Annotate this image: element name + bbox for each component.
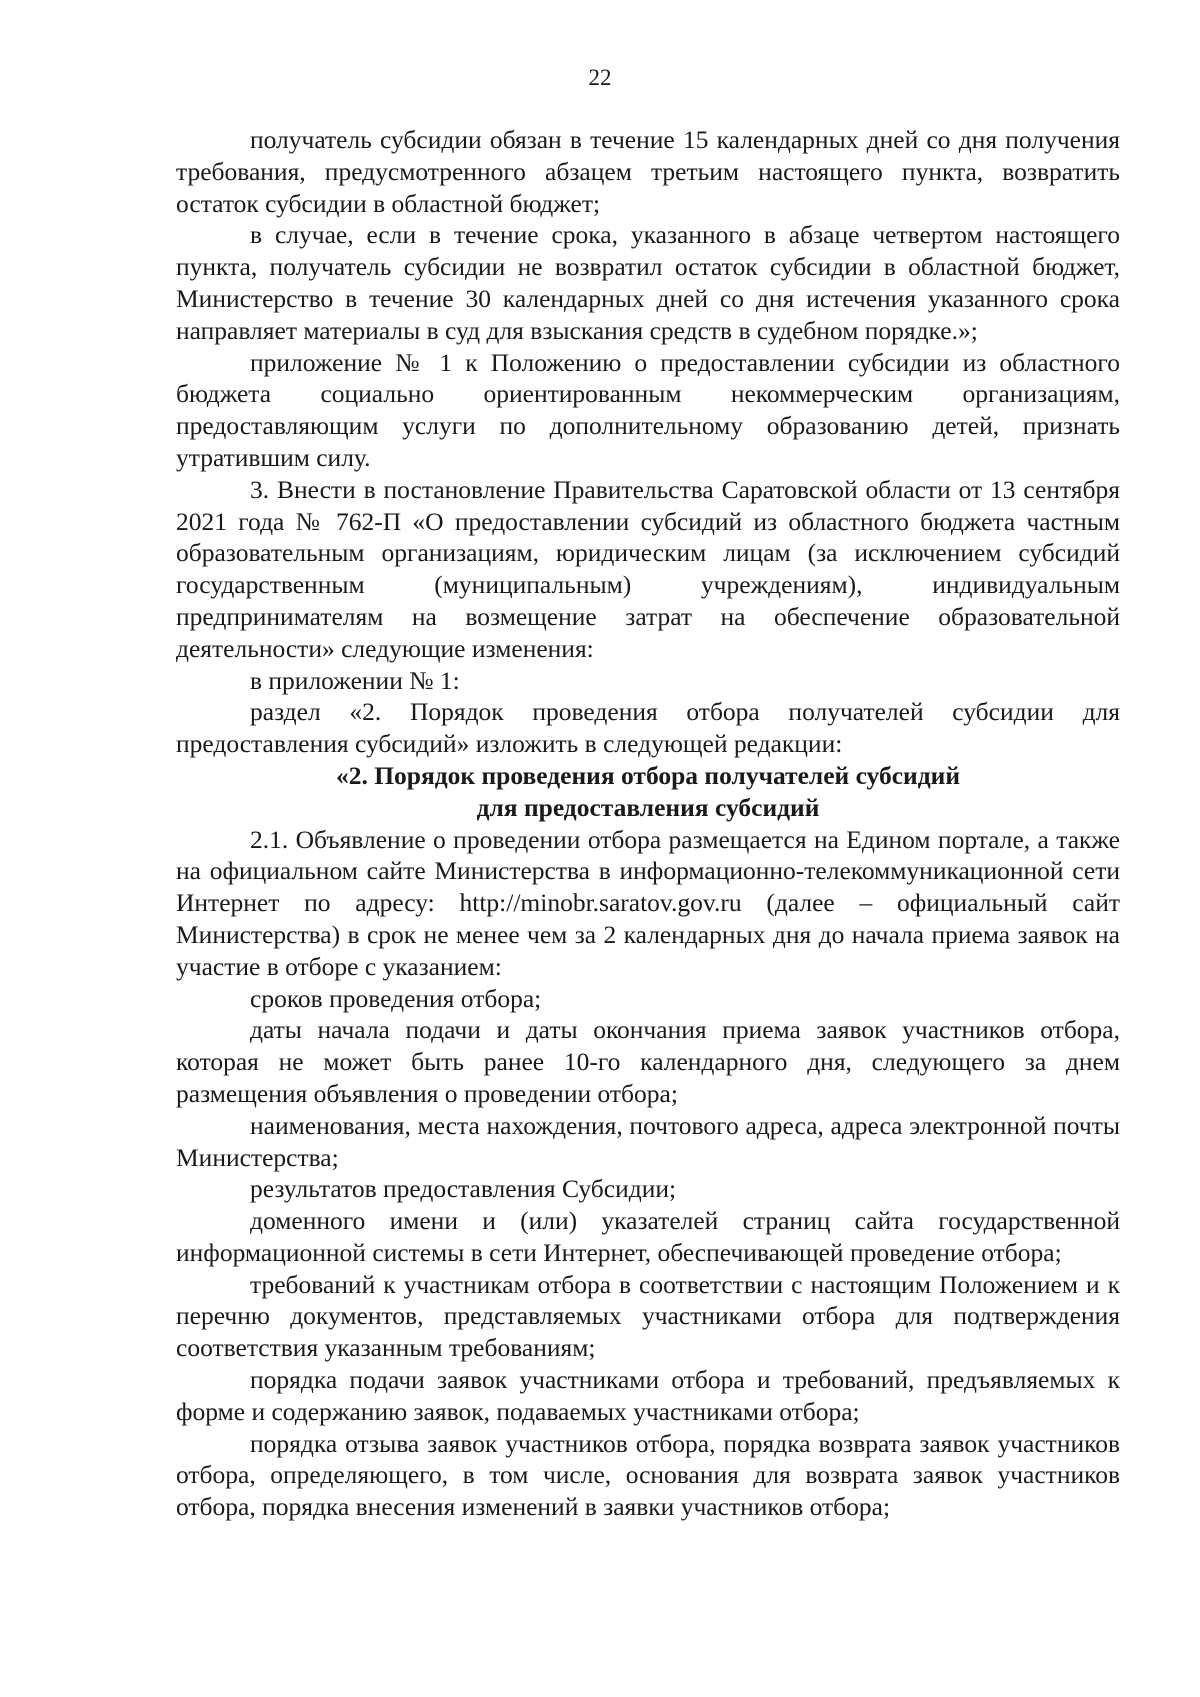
- paragraph: даты начала подачи и даты окончания приема заявок участников отбора, которая не может быть ранее 10-го календарного дня, следующего за днем размещения объявления о проведении отбора;: [176, 1015, 1120, 1108]
- paragraph: требований к участникам отбора в соответствии с настоящим Положением и к перечню документов, представляемых участниками отбора для подтверждения соответствия указанным требованиям;: [176, 1269, 1120, 1363]
- section-heading-line: «2. Порядок проведения отбора получателей субсидий: [335, 760, 961, 790]
- paragraph: раздел «2. Порядок проведения отбора получателей субсидии для предоставления субсидий» изложить в следующей редакции:: [176, 697, 1120, 759]
- paragraph: 2.1. Объявление о проведении отбора размещается на Едином портале, а также на официальном сайте Министерства в информационно-телекоммуникационной сети Интернет по адресу: http://minobr.saratov.gov.ru (далее – официальный сайт Министерства) в срок не менее чем за 2 календарных дня до начала приема заявок на участие в отборе с указанием:: [176, 824, 1120, 981]
- paragraph: получатель субсидии обязан в течение 15 календарных дней со дня получения требования, предусмотренного абзацем третьим настоящего пункта, возвратить остаток субсидии в областной бюджет;: [176, 125, 1120, 218]
- paragraph: результатов предоставления Субсидии;: [250, 1174, 677, 1204]
- paragraph: сроков проведения отбора;: [250, 983, 542, 1013]
- page-number: 22: [588, 65, 612, 90]
- section-heading-line: для предоставления субсидий: [476, 792, 820, 822]
- paragraph: порядка подачи заявок участниками отбора и требований, предъявляемых к форме и содержанию заявок, подаваемых участниками отбора;: [176, 1365, 1120, 1426]
- section-heading: [176, 760, 1120, 824]
- paragraph: порядка отзыва заявок участников отбора, порядка возврата заявок участников отбора, определяющего, в том числе, основания для возврата заявок участников отбора, порядка внесения изменений в заявки участников отбора;: [176, 1428, 1120, 1522]
- paragraph: в приложении № 1:: [250, 665, 460, 695]
- paragraph: наименования, места нахождения, почтового адреса, адреса электронной почты Министерства;: [176, 1110, 1120, 1172]
- paragraph: приложение № 1 к Положению о предоставлении субсидии из областного бюджета социально ориентированным некоммерческим организациям, предоставляющим услуги по дополнительному образованию детей, признать утратившим силу.: [176, 347, 1120, 472]
- paragraph: 3. Внести в постановление Правительства Саратовской области от 13 сентября 2021 года № 762-П «О предоставлении субсидий из областного бюджета частным образовательным организациям, юридическим лицам (за исключением субсидий государственным (муниципальным) учреждениям), индивидуальным предпринимателям на возмещение затрат на обеспечение образовательной деятельности» следующие изменения:: [176, 474, 1120, 663]
- paragraph: в случае, если в течение срока, указанного в абзаце четвертом настоящего пункта, получатель субсидии не возвратил остаток субсидии в областной бюджет, Министерство в течение 30 календарных дней со дня истечения указанного срока направляет материалы в суд для взыскания средств в судебном порядке.»;: [176, 220, 1120, 345]
- document-body: [176, 124, 1120, 1523]
- paragraph: доменного имени и (или) указателей страниц сайта государственной информационной системы в сети Интернет, обеспечивающей проведение отбора;: [176, 1206, 1120, 1267]
